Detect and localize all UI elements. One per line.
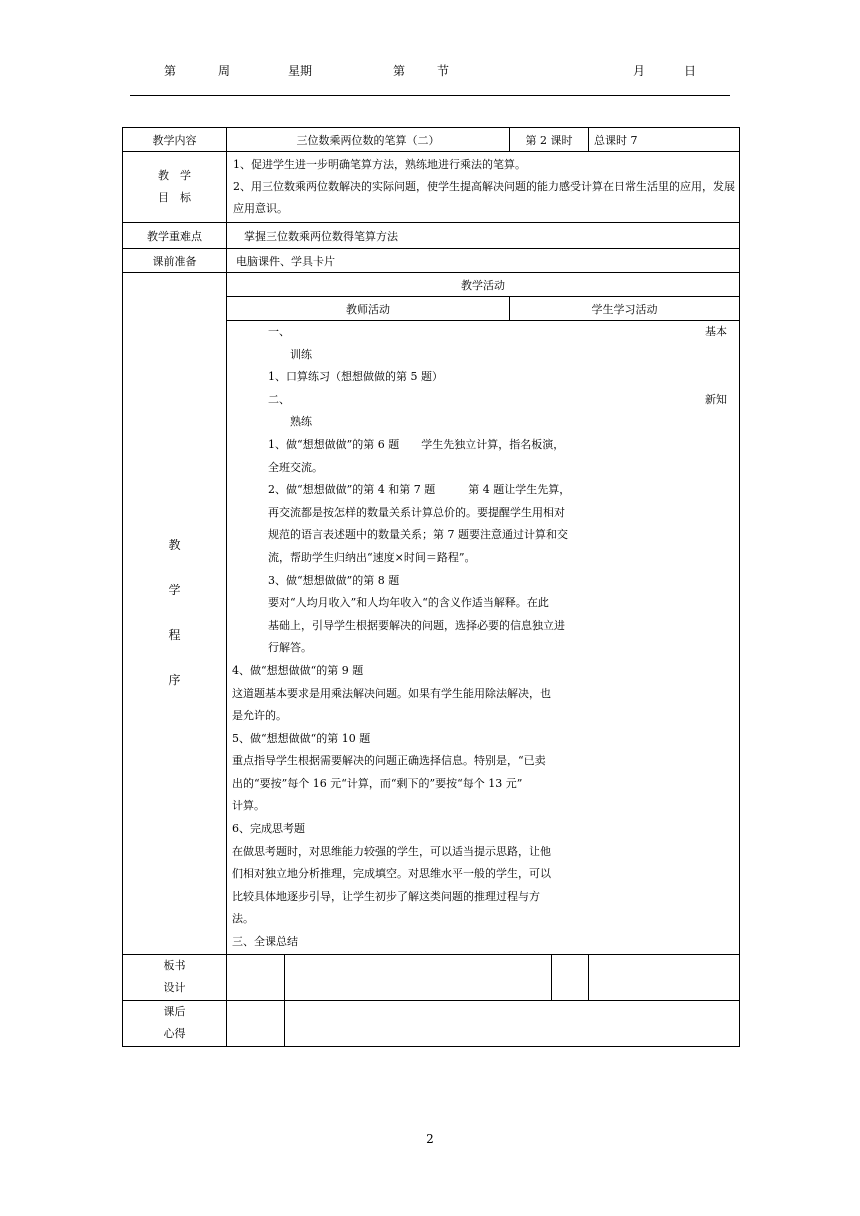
section-1-title-part: 基本 xyxy=(705,325,727,338)
content-line-4: 2、做“想想做做”的第 4 和第 7 题 第 4 题让学生先算， xyxy=(268,483,571,497)
row-activities-header xyxy=(123,273,740,297)
header-week-unit: 周 xyxy=(218,64,231,78)
content-line-17: 出的“要按”每个 16 元“计算，而“剩下的”要按“每个 13 元” xyxy=(232,776,523,790)
row-goals xyxy=(123,152,740,223)
section-1-number: 一、 xyxy=(268,325,290,338)
board-label-line-2: 设计 xyxy=(163,981,186,995)
content-line-10: 基础上，引导学生根据要解决的问题，选择必要的信息独立进 xyxy=(268,618,565,632)
goals-text xyxy=(227,152,740,223)
goal-1: 1、促进学生进一步明确笔算方法，熟练地进行乘法的笔算。 xyxy=(233,158,526,171)
content-line-9: 要对“人均月收入”和人均年收入“的含义作适当解释。在此 xyxy=(268,596,549,610)
header-week-label: 第 xyxy=(164,64,177,78)
goals-label xyxy=(123,152,227,223)
section-2-title-part: 新知 xyxy=(705,392,727,406)
process-char-4: 序 xyxy=(168,673,181,688)
section-2-number: 二、 xyxy=(268,392,290,406)
prep: 电脑课件、学具卡片 xyxy=(227,249,740,273)
process-char-3: 程 xyxy=(168,628,181,643)
board-label xyxy=(123,954,227,1000)
process-char-2: 学 xyxy=(168,583,181,598)
reflection-label-line-1: 课后 xyxy=(163,1005,186,1019)
section-1-title-rest: 训练 xyxy=(290,347,312,361)
content-line-3: 全班交流。 xyxy=(268,460,323,474)
reflection-label xyxy=(123,1000,227,1046)
board-cell-narrow xyxy=(552,954,589,1000)
header-lesson-label: 第 xyxy=(393,64,406,78)
key-points-label: 教学重难点 xyxy=(123,223,227,249)
header-divider xyxy=(130,95,730,96)
content-line-18: 计算。 xyxy=(232,799,265,813)
content-line-20: 在做思考题时，对思维能力较强的学生，可以适当提示思路，让他 xyxy=(232,844,551,858)
header-lesson-unit: 节 xyxy=(437,64,450,78)
content-line-11: 行解答。 xyxy=(268,641,312,655)
board-cell-main xyxy=(285,954,552,1000)
activities-label: 教学活动 xyxy=(227,273,740,297)
lesson-plan-table xyxy=(122,127,740,1047)
header-month-label: 月 xyxy=(633,64,646,78)
content-line-1: 1、口算练习（想想做做的第 5 题） xyxy=(268,370,443,384)
reflection-cell-main xyxy=(285,1000,740,1046)
row-lesson-title xyxy=(123,128,740,152)
row-board-design xyxy=(123,954,740,1000)
content-line-2: 1、做“想想做做”的第 6 题 学生先独立计算，指名板演， xyxy=(268,437,565,451)
content-line-5: 再交流都是按怎样的数量关系计算总价的。要提醒学生用相对 xyxy=(268,505,565,519)
content-line-12: 4、做“想想做做“的第 9 题 xyxy=(232,663,364,677)
page-number: 2 xyxy=(426,1132,434,1146)
teacher-activity-label: 教师活动 xyxy=(227,297,510,321)
key-points: 掌握三位数乘两位数得笔算方法 xyxy=(227,223,740,249)
lesson-period: 第 2 课时 xyxy=(510,128,589,152)
header-weekday-label: 星期 xyxy=(288,64,313,78)
reflection-label-line-2: 心得 xyxy=(163,1027,186,1041)
content-line-14: 是允许的。 xyxy=(232,709,287,723)
content-label: 教学内容 xyxy=(123,128,227,152)
board-cell-right xyxy=(589,954,740,1000)
header-day-label: 日 xyxy=(684,64,697,78)
goals-label-line-1: 教 学 xyxy=(158,169,191,182)
section-2-title-rest: 熟练 xyxy=(290,415,312,429)
process-label xyxy=(123,273,227,955)
board-label-line-1: 板书 xyxy=(163,959,186,973)
content-line-15: 5、做“想想做做“的第 10 题 xyxy=(232,731,371,745)
content-line-8: 3、做“想想做做”的第 8 题 xyxy=(268,573,400,587)
content-line-13: 这道题基本要求是用乘法解决问题。如果有学生能用除法解决，也 xyxy=(232,686,551,700)
content-line-19: 6、完成思考题 xyxy=(232,822,305,836)
content-line-16: 重点指导学生根据需要解决的问题正确选择信息。特别是，“已卖 xyxy=(232,754,546,768)
row-key-points xyxy=(123,223,740,249)
content-line-23: 法。 xyxy=(232,912,254,926)
board-cell-spacer xyxy=(227,954,285,1000)
student-activity-label: 学生学习活动 xyxy=(510,297,740,321)
content-line-7: 流，帮助学生归纳出“速度×时间＝路程”。 xyxy=(268,550,476,564)
content-line-6: 规范的语言表述题中的数量关系；第 7 题要注意通过计算和交 xyxy=(268,528,568,542)
row-prep xyxy=(123,249,740,273)
process-content xyxy=(227,321,740,955)
goals-label-line-2: 目 标 xyxy=(158,191,191,204)
row-reflection xyxy=(123,1000,740,1046)
content-line-22: 比较具体地逐步引导，让学生初步了解这类问题的推理过程与方 xyxy=(232,889,540,903)
process-char-1: 教 xyxy=(168,538,181,553)
content-line-24: 三、全课总结 xyxy=(232,935,298,949)
total-periods: 总课时 7 xyxy=(589,128,740,152)
section-2-heading xyxy=(232,389,733,412)
reflection-cell-spacer xyxy=(227,1000,285,1046)
prep-label: 课前准备 xyxy=(123,249,227,273)
content-line-21: 们相对独立地分析推理，完成填空。对思维水平一般的学生，可以 xyxy=(232,867,551,881)
goal-2: 2、用三位数乘两位数解决的实际问题，使学生提高解决问题的能力感受计算在日常生活里的应用，发展应用意识。 xyxy=(233,180,735,215)
section-1-heading xyxy=(232,321,733,344)
lesson-title: 三位数乘两位数的笔算（二） xyxy=(227,128,510,152)
